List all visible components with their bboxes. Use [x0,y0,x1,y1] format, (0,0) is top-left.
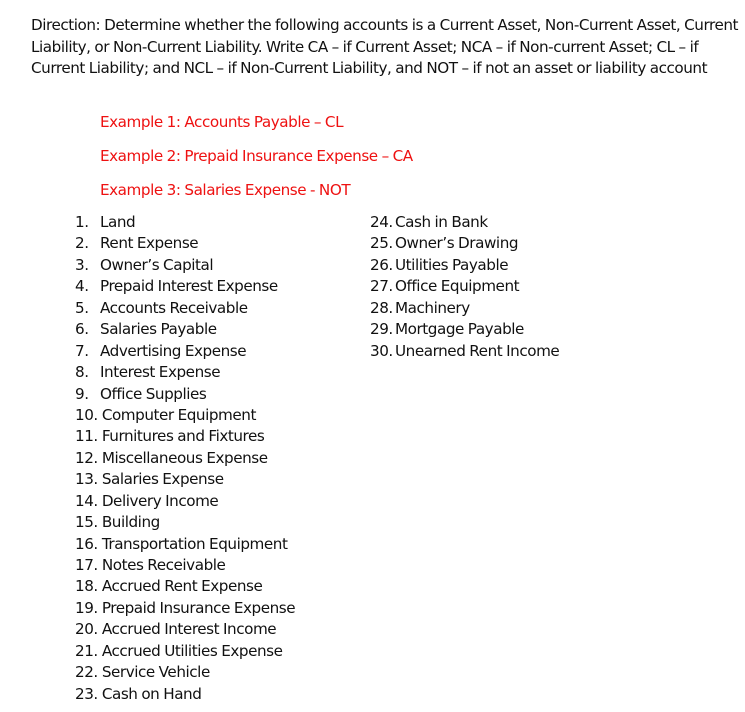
list-item [75,641,295,662]
list-item [75,212,295,233]
list-item [75,619,295,640]
example-1: Example 1: Accounts Payable – CL [100,113,344,131]
item-label: Advertising Expense [100,341,247,360]
item-label: Unearned Rent Income [395,341,560,360]
item-number: 6. [75,320,89,339]
item-number: 18. [75,577,98,596]
item-number: 26. [370,255,393,274]
list-item [75,276,295,297]
item-label: Computer Equipment [101,405,256,424]
list-item [75,362,295,383]
list-item [370,276,559,297]
list-item [75,448,295,469]
item-label: Owner’s Capital [100,255,214,274]
item-label: Prepaid Interest Expense [100,277,278,296]
list-item [75,512,295,533]
item-number: 7. [75,341,89,360]
list-item [75,576,295,597]
item-number: 19. [75,598,98,617]
list-item [75,341,295,362]
list-item [370,319,559,340]
list-item [75,555,295,576]
list-item [75,405,295,426]
item-number: 27. [370,277,393,296]
item-number: 14. [75,491,98,510]
item-label: Cash in Bank [395,213,488,231]
item-label: Building [101,513,160,532]
item-label: Accrued Rent Expense [101,577,263,596]
example-2: Example 2: Prepaid Insurance Expense – CA [100,147,413,165]
item-label: Salaries Expense [101,470,224,489]
item-number: 1. [75,213,89,231]
accounts-list-left [75,212,295,705]
item-label: Miscellaneous Expense [101,448,268,467]
item-number: 4. [75,277,89,296]
item-number: 2. [75,234,89,253]
item-label: Land [100,213,136,231]
list-item [370,255,559,276]
item-number: 23. [75,684,98,703]
list-item [370,212,559,233]
item-label: Salaries Payable [100,320,217,339]
item-number: 11. [75,427,98,446]
item-number: 9. [75,384,89,403]
item-label: Accrued Interest Income [101,620,277,639]
item-number: 3. [75,255,89,274]
item-number: 17. [75,556,98,574]
example-3: Example 3: Salaries Expense - NOT [100,181,351,199]
item-label: Notes Receivable [101,556,226,574]
list-item [75,384,295,405]
item-label: Accrued Utilities Expense [101,641,283,660]
list-item [75,534,295,555]
item-label: Owner’s Drawing [395,234,519,253]
direction-paragraph: Direction: Determine whether the following accounts is a Current Asset, Non-Current Asset, Current Liability, or Non-Current Liability. Write CA – if Current Asset; NCA – if Non-current Asset; CL – if Current Liability; and NCL – if Non-Current Liability, and NOT – if not an asset or liability account [31,16,739,77]
item-label: Interest Expense [100,363,221,382]
accounts-list-right [370,212,559,362]
item-number: 15. [75,513,98,532]
list-item [75,469,295,490]
list-item [75,598,295,619]
list-item [75,491,295,512]
item-number: 13. [75,470,98,489]
item-label: Cash on Hand [101,684,202,703]
list-item [75,233,295,254]
item-number: 5. [75,298,89,317]
item-label: Transportation Equipment [101,534,288,553]
list-item [75,319,295,340]
item-number: 29. [370,320,393,339]
item-number: 16. [75,534,98,553]
list-item [75,298,295,319]
item-label: Accounts Receivable [100,298,248,317]
item-number: 8. [75,363,89,382]
item-label: Prepaid Insurance Expense [101,598,296,617]
item-number: 20. [75,620,98,639]
item-label: Delivery Income [101,491,219,510]
item-number: 25. [370,234,393,253]
list-item [75,662,295,683]
list-item [75,426,295,447]
item-number: 10. [75,405,98,424]
item-label: Mortgage Payable [395,320,524,339]
list-item [370,233,559,254]
item-number: 22. [75,663,98,682]
list-item [370,298,559,319]
item-label: Service Vehicle [101,663,210,682]
item-number: 12. [75,448,98,467]
list-item [75,684,295,705]
item-label: Machinery [395,298,470,317]
item-label: Furnitures and Fixtures [101,427,265,446]
list-item [370,341,559,362]
item-label: Utilities Payable [395,255,509,274]
item-number: 21. [75,641,98,660]
list-item [75,255,295,276]
item-number: 30. [370,341,393,360]
item-label: Office Equipment [395,277,520,296]
item-number: 24. [370,213,393,231]
item-label: Office Supplies [100,384,207,403]
item-number: 28. [370,298,393,317]
item-label: Rent Expense [100,234,199,253]
